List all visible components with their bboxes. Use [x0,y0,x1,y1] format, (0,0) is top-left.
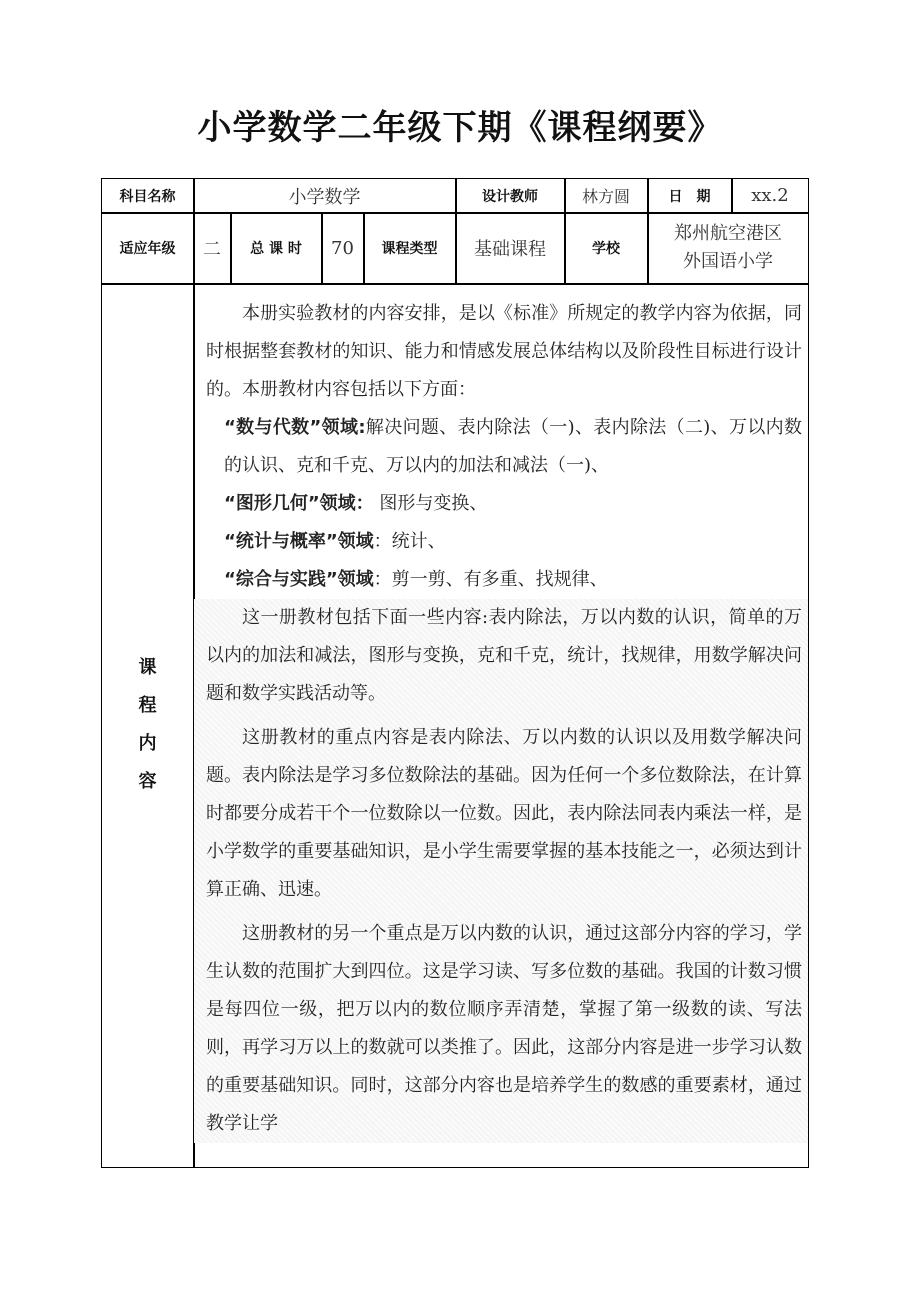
course-type-value: 基础课程 [474,239,546,260]
course-content-label [102,283,193,1167]
domain-text: 解决问题、表内除法（一)、表内除法（二)、万以内数的认识、克和千克、万以内的加法和减法（一)、 [224,417,803,476]
school-value [648,213,808,283]
domain-text: ：剪一剪、有多重、找规律、 [373,569,608,590]
label-char: 容 [138,771,157,792]
content-paragraph-3: 这册教材的另一个重点是万以内数的认识，通过这部分内容的学习，学生认数的范围扩大到四位。这是学习读、写多位数的基础。我国的计数习惯是每四位一级，把万以内的数位顺序弄清楚，掌握了第一级数的读、写法则，再学习万以上的数就可以类推了。因此，这部分内容是进一步学习认数的重要基础知识。同时，这部分内容也是培养学生的数感的重要素材，通过教学让学 [206,923,802,1134]
course-content-body [194,283,808,1167]
label-char: 内 [138,733,157,754]
domain-geometry [206,485,802,523]
domain-name: “数与代数”领域: [224,417,366,438]
domain-name: “综合与实践”领域 [224,569,374,590]
teacher-value: 林方圆 [581,187,630,206]
hours-value: 70 [331,237,354,259]
school-line-1: 郑州航空港区 [674,223,782,244]
domain-name: “图形几何”领域： [224,493,374,514]
school-line-2: 外国语小学 [683,251,773,272]
subject-label: 科目名称 [119,188,176,205]
domain-number-algebra [206,409,802,485]
intro-paragraph: 本册实验教材的内容安排，是以《标准》所规定的教学内容为依据，同时根据整套教材的知识、能力和情感发展总体结构以及阶段性目标进行设计的。本册教材内容包括以下方面： [206,303,802,400]
domain-practice [206,561,802,599]
label-char: 课 [138,657,157,678]
content-paragraph-2: 这册教材的重点内容是表内除法、万以内数的认识以及用数学解决问题。表内除法是学习多位数除法的基础。因为任何一个多位数除法，在计算时都要分成若干个一位数除以一位数。因此，表内除法同表内乘法一样，是小学数学的重要基础知识，是小学生需要掌握的基本技能之一，必须达到计算正确、迅速。 [206,727,802,900]
date-label: 日 期 [668,188,711,205]
course-type-label: 课程类型 [381,241,438,257]
subject-value: 小学数学 [288,186,361,208]
teacher-label: 设计教师 [482,188,538,205]
grade-label: 适应年级 [119,241,176,257]
grade-value: 二 [203,239,221,260]
domain-statistics [206,523,802,561]
domain-text: 图形与变换、 [373,493,488,514]
domain-text: ：统计、 [373,531,446,552]
hours-label: 总 课 时 [250,241,302,257]
course-outline-table [101,178,809,1168]
label-char: 程 [138,695,157,716]
school-label: 学校 [592,241,620,257]
date-value: xx.2 [751,185,789,206]
content-paragraph-1: 这一册教材包括下面一些内容:表内除法，万以内数的认识，简单的万以内的加法和减法，图形与变换，克和千克，统计，找规律，用数学解决问题和数学实践活动等。 [206,607,802,704]
document-title: 小学数学二年级下期《课程纲要》 [197,108,723,148]
shaded-content-block [194,599,808,1143]
domain-name: “统计与概率”领域 [224,531,374,552]
